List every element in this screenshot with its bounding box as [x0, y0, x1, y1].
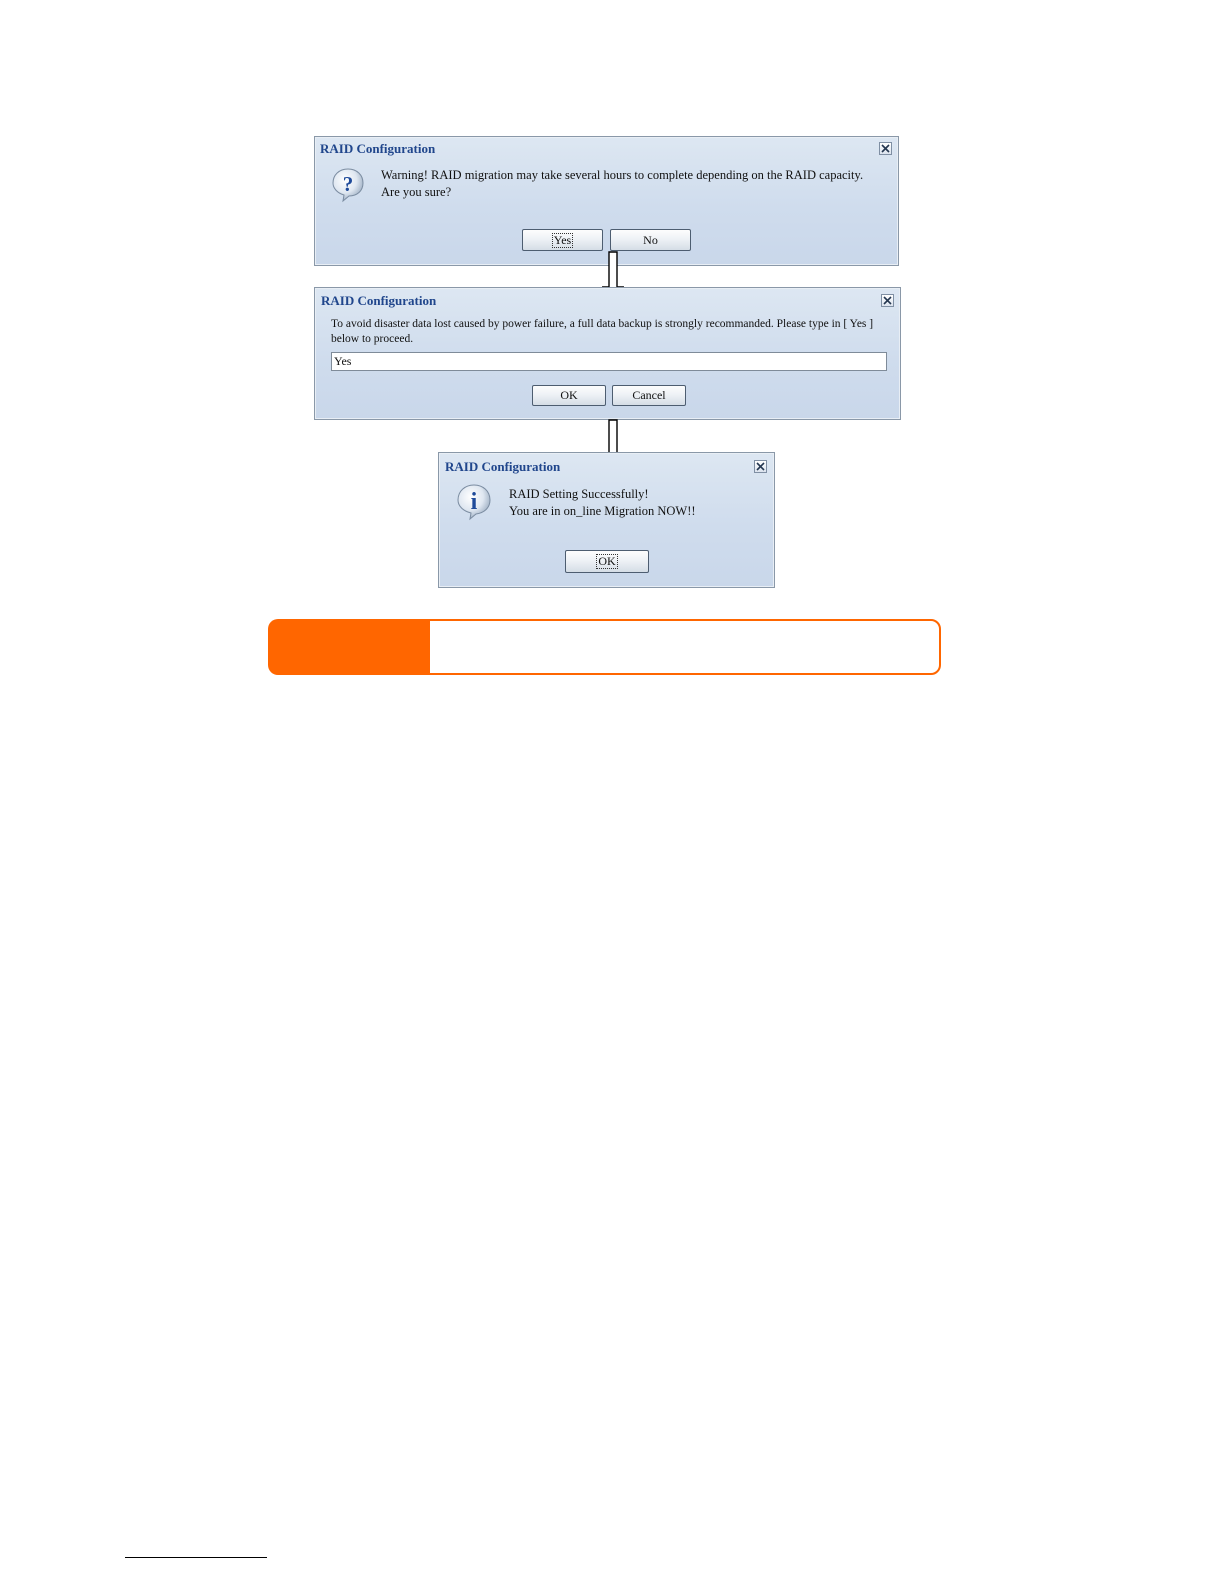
- close-icon: [755, 461, 766, 472]
- dialog-title: RAID Configuration: [320, 141, 436, 156]
- cancel-button[interactable]: [612, 385, 686, 406]
- close-button[interactable]: [879, 142, 892, 155]
- note-box: [428, 619, 941, 675]
- close-icon: [882, 295, 893, 306]
- yes-button[interactable]: [522, 229, 603, 251]
- dialog-title: RAID Configuration: [445, 459, 561, 474]
- ok-button-label: OK: [598, 554, 616, 568]
- confirm-message-line2: Are you sure?: [381, 185, 452, 199]
- note-label: [268, 619, 431, 675]
- success-message-line2: You are in on_line Migration NOW!!: [509, 504, 696, 518]
- svg-text:?: ?: [342, 172, 354, 196]
- no-button[interactable]: [610, 229, 691, 251]
- close-icon: [880, 143, 891, 154]
- backup-dialog: [314, 287, 901, 420]
- cancel-button-label: Cancel: [632, 388, 666, 402]
- backup-message-line2: below to proceed.: [331, 333, 414, 345]
- question-icon: [331, 167, 365, 203]
- no-button-label: No: [643, 232, 658, 247]
- backup-message-line1: To avoid disaster data lost caused by power failure, a full data backup is strongly recommanded. Please type in [ Yes ]: [331, 318, 874, 330]
- dialog-title: RAID Configuration: [321, 293, 437, 308]
- ok-button[interactable]: [565, 550, 649, 573]
- svg-text:i: i: [470, 489, 478, 515]
- confirm-message-line1: Warning! RAID migration may take several hours to complete depending on the RAID capacity.: [381, 168, 864, 182]
- yes-button-label: Yes: [553, 232, 572, 247]
- footnote-divider: [125, 1557, 267, 1558]
- confirm-text-input[interactable]: [331, 352, 887, 371]
- ok-button[interactable]: [532, 385, 606, 406]
- ok-button-label: OK: [560, 388, 578, 402]
- close-button[interactable]: [754, 460, 767, 473]
- success-dialog: [438, 452, 775, 588]
- info-icon: [456, 483, 492, 521]
- success-message-line1: RAID Setting Successfully!: [509, 487, 649, 501]
- confirm-dialog: [314, 136, 899, 266]
- close-button[interactable]: [881, 294, 894, 307]
